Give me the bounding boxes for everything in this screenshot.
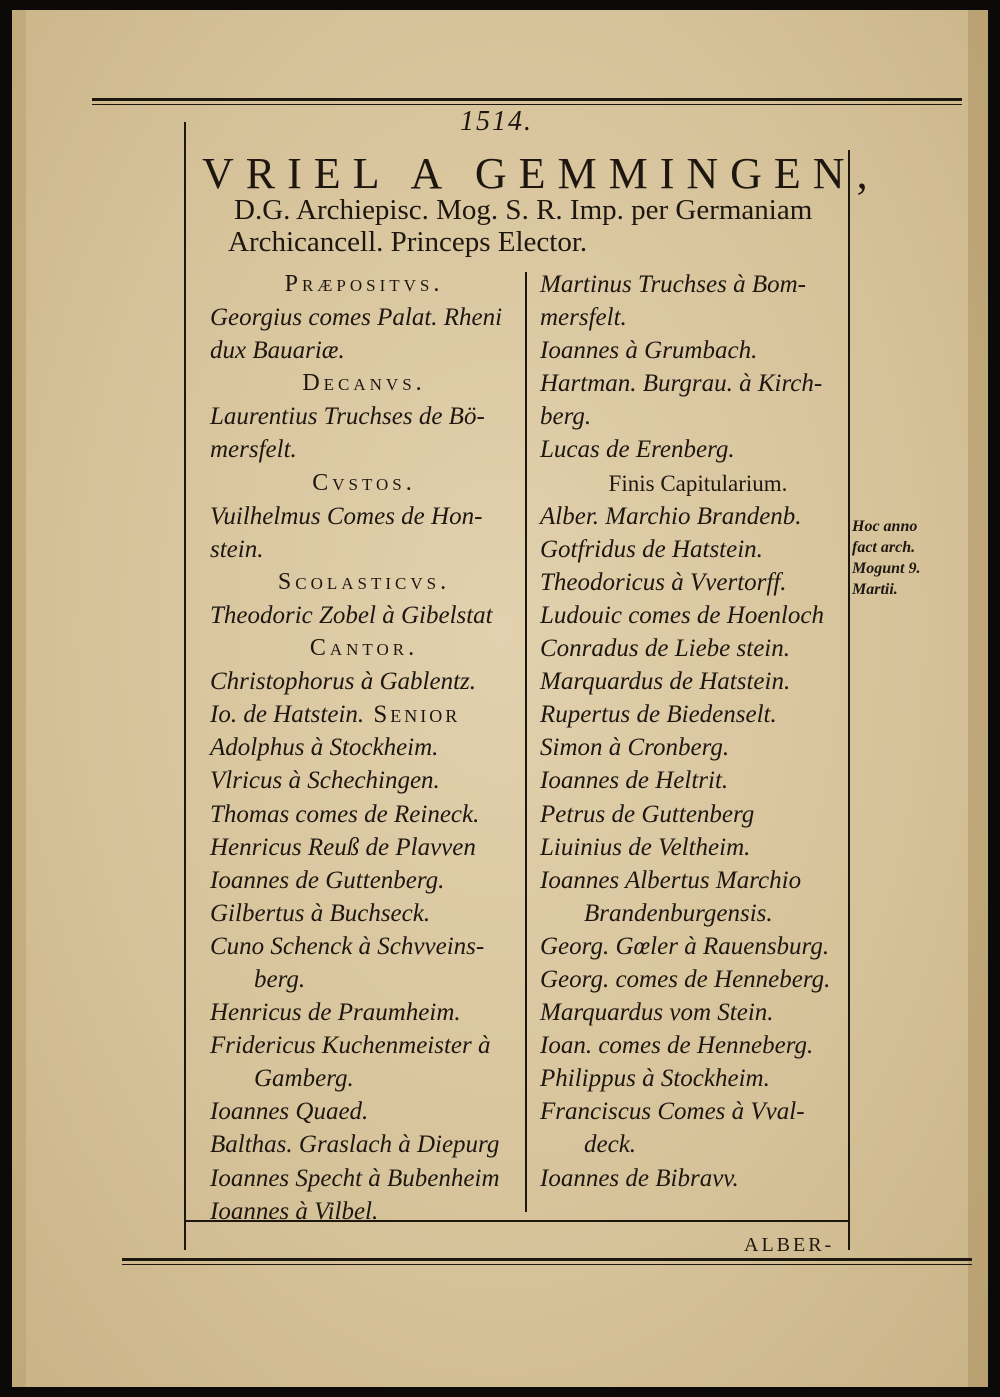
entry-text: Hartman. Burgrau. à Kirch- (540, 370, 823, 398)
right-column-entry (540, 400, 856, 433)
entry-text: Alber. Marchio Brandenb. (540, 502, 802, 530)
entry-text: Ioan. comes de Henneberg. (540, 1032, 814, 1060)
heading-subtitle-line-2: Archicancell. Princeps Elector. (228, 226, 588, 258)
entry-text: Gilbertus à Buchseck. (210, 899, 431, 927)
entry-office-suffix: Senior (364, 701, 461, 729)
right-column-entry (540, 1062, 856, 1095)
left-column-entry (210, 301, 518, 334)
right-column (540, 268, 856, 1195)
left-column (210, 268, 518, 1228)
entry-text: Gotfridus de Hatstein. (540, 535, 763, 563)
left-column-entry (210, 599, 518, 632)
entry-text: Simon à Cronberg. (540, 734, 730, 762)
right-column-entry (540, 1029, 856, 1062)
right-column-entry (540, 698, 856, 731)
right-column-entry (540, 632, 856, 665)
left-column-entry (210, 731, 518, 764)
left-column-entry (210, 500, 518, 533)
entry-text: Ioannes Albertus Marchio (540, 866, 802, 894)
right-column-entry (540, 367, 856, 400)
left-column-entry (210, 1162, 518, 1195)
entry-text: Petrus de Guttenberg (540, 800, 755, 828)
entry-text: Fridericus Kuchenmeister à (210, 1032, 491, 1060)
top-rule-thin (92, 104, 962, 105)
left-column-entry (210, 334, 518, 367)
right-column-entry (540, 731, 856, 764)
right-column-entry (540, 500, 856, 533)
folio-number: 1514. (460, 106, 533, 137)
right-column-entry (540, 268, 856, 301)
right-column-entry (540, 599, 856, 632)
catchword: ALBER- (744, 1234, 835, 1256)
right-column-entry (540, 996, 856, 1029)
entry-text: Adolphus à Stockheim. (210, 734, 439, 762)
left-column-office-title (210, 566, 518, 599)
right-column-entry (540, 533, 856, 566)
entry-text: Ioannes de Guttenberg. (210, 866, 445, 894)
entry-text: Finis Capitularium. (608, 470, 788, 496)
entry-text: Ioannes Quaed. (210, 1098, 369, 1126)
page-heading: VRIEL A GEMMINGEN, (202, 149, 880, 198)
margin-note-line: fact arch. (852, 539, 916, 556)
left-column-office-title (210, 632, 518, 665)
left-column-entry (210, 1195, 518, 1228)
entry-text: mersfelt. (540, 304, 627, 332)
entry-text: Franciscus Comes à Vval- (540, 1098, 805, 1126)
entry-text: mersfelt. (210, 436, 297, 464)
frame-left-line (184, 122, 186, 1250)
book-page (12, 10, 988, 1387)
entry-text: Cuno Schenck à Schvveins- (210, 932, 485, 960)
entry-text: deck. (584, 1131, 637, 1159)
right-column-entry (540, 467, 856, 500)
right-column-entry (540, 433, 856, 466)
entry-text: Ioannes à Vilbel. (210, 1197, 379, 1225)
entry-text: Decanvs. (302, 370, 426, 397)
entry-text: Marquardus vom Stein. (540, 999, 774, 1027)
page-edge-right (968, 10, 988, 1387)
top-rule (92, 98, 962, 101)
entry-text: Theodoric Zobel à Gibelstat (210, 601, 493, 629)
right-column-entry (540, 930, 856, 963)
left-column-entry (210, 764, 518, 797)
left-column-office-title (210, 367, 518, 400)
entry-text: Io. de Hatstein. (210, 701, 365, 729)
entry-text: Philippus à Stockheim. (540, 1065, 770, 1093)
entry-text: Henricus Reuß de Plavven (210, 833, 476, 861)
left-column-office-title (210, 467, 518, 500)
entry-text: Christophorus à Gablentz. (210, 668, 477, 696)
entry-text: Rupertus de Biedenselt. (540, 701, 777, 729)
margin-note-line: Hoc anno (852, 518, 918, 535)
right-column-entry (540, 1162, 856, 1195)
right-column-entry (540, 798, 856, 831)
left-column-entry (210, 400, 518, 433)
right-column-entry (540, 963, 856, 996)
left-column-entry (210, 897, 518, 930)
entry-text: Theodoricus à Vvertorff. (540, 568, 787, 596)
margin-note (852, 516, 960, 600)
entry-text: Georgius comes Palat. Rheni (210, 304, 503, 332)
entry-text: Ioannes à Grumbach. (540, 337, 758, 365)
entry-text: berg. (540, 403, 592, 431)
entry-text: Thomas comes de Reineck. (210, 800, 480, 828)
left-column-entry (210, 798, 518, 831)
right-column-entry (540, 831, 856, 864)
entry-text: Laurentius Truchses de Bö- (210, 403, 485, 431)
entry-text: Henricus de Praumheim. (210, 999, 461, 1027)
entry-text: Vlricus à Schechingen. (210, 767, 440, 795)
left-column-entry (210, 864, 518, 897)
left-column-entry (210, 665, 518, 698)
entry-text: Scolasticvs. (277, 568, 451, 595)
right-column-entry (540, 301, 856, 334)
left-column-entry (210, 996, 518, 1029)
entry-text: Balthas. Graslach à Diepurg (210, 1131, 500, 1159)
right-column-entry (540, 1128, 856, 1161)
left-column-entry (210, 698, 518, 731)
left-column-entry (210, 533, 518, 566)
entry-text: Liuinius de Veltheim. (540, 833, 751, 861)
entry-text: Cantor. (309, 635, 419, 662)
left-column-entry (210, 1128, 518, 1161)
left-column-entry (210, 1062, 518, 1095)
right-column-entry (540, 1095, 856, 1128)
left-column-office-title (210, 268, 518, 301)
entry-text: Ludouic comes de Hoenloch (540, 601, 824, 629)
entry-text: Ioannes de Bibravv. (540, 1164, 739, 1192)
right-column-entry (540, 864, 856, 897)
margin-note-line: Mogunt 9. (852, 560, 921, 577)
entry-text: Lucas de Erenberg. (540, 436, 735, 464)
right-column-entry (540, 665, 856, 698)
entry-text: Ioannes de Heltrit. (540, 767, 729, 795)
entry-text: stein. (210, 535, 264, 563)
entry-text: Ioannes Specht à Bubenheim (210, 1164, 500, 1192)
entry-text: Martinus Truchses à Bom- (540, 271, 806, 298)
entry-text: Brandenburgensis. (584, 899, 773, 927)
right-column-entry (540, 764, 856, 797)
entry-text: Marquardus de Hatstein. (540, 668, 791, 696)
margin-note-line: Martii. (852, 581, 898, 598)
entry-text: Præpositvs. (284, 271, 444, 297)
column-divider (525, 272, 527, 1212)
right-column-entry (540, 334, 856, 367)
entry-text: Vuilhelmus Comes de Hon- (210, 502, 483, 530)
left-column-entry (210, 433, 518, 466)
page-edge-left (12, 10, 26, 1387)
right-column-entry (540, 566, 856, 599)
entry-text: Georg. Gœler à Rauensburg. (540, 932, 830, 960)
entry-text: Gamberg. (254, 1065, 354, 1093)
left-column-entry (210, 1029, 518, 1062)
entry-text: berg. (254, 965, 306, 993)
entry-text: dux Bauariæ. (210, 337, 345, 365)
left-column-entry (210, 930, 518, 963)
entry-text: Georg. comes de Henneberg. (540, 965, 831, 993)
entry-text: Cvstos. (312, 469, 416, 496)
right-column-entry (540, 897, 856, 930)
left-column-entry (210, 831, 518, 864)
bottom-rule-thin (122, 1264, 972, 1265)
left-column-entry (210, 963, 518, 996)
left-column-entry (210, 1095, 518, 1128)
entry-text: Conradus de Liebe stein. (540, 635, 790, 663)
heading-subtitle-line-1: D.G. Archiepisc. Mog. S. R. Imp. per Germaniam (234, 194, 813, 226)
bottom-rule (122, 1258, 972, 1261)
